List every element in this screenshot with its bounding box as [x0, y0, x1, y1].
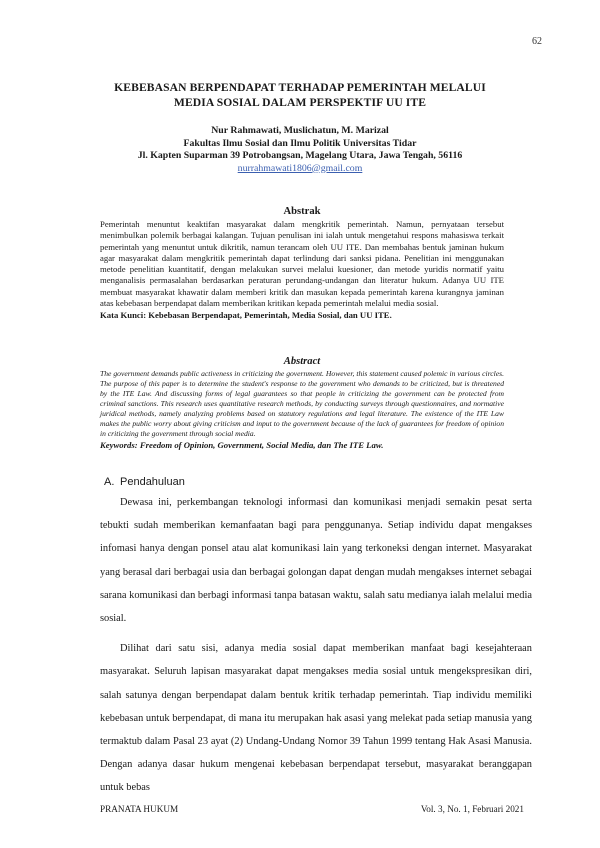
author-address: Jl. Kapten Suparman 39 Potrobangsan, Magelang Utara, Jawa Tengah, 56116 [137, 150, 463, 161]
section-title: Pendahuluan [120, 476, 185, 488]
title-line-1: KEBEBASAN BERPENDAPAT TERHADAP PEMERINTAH MELALUI [114, 81, 486, 94]
abstract-heading: Abstract [283, 356, 321, 367]
introduction-section [100, 476, 532, 807]
abstrak-body: Pemerintah menuntut keaktifan masyarakat dalam mengkritik pemerintah. Namun, pernyataan tersebut menimbulkan polemik berbagai kalangan. Tujuan penulisan ini ialah untuk mengetahui respons mahasiswa terkait pemerintah yang menuntut untuk dikritik, namun terancam oleh UU ITE. Dan membahas bentuk jaminan hukum agar masyarakat dalam mengkritik pemerintah dapat terlindung dari sanksi pidana. Penelitian ini menggunakan metode penelitian kuantitatif, dengan melakukan survei melalui kuesioner, dan metode yuridis normatif yaitu menganalisis permasalahan berdasarkan peraturan perundang-undangan dan literatur hukum. Adanya UU ITE membuat masyarakat khawatir dalam memberi kritik dan masukan kepada pemerintah karena kurangnya jaminan atas kebebasan berpendapat dalam memberikan kritikan kepada pemerintah melalui media sosial. [100, 219, 504, 309]
paragraph-1: Dewasa ini, perkembangan teknologi informasi dan komunikasi menjadi semakin pesat serta tebukti sudah memberikan kemanfaatan bagi para penggunanya. Setiap individu dapat mengakses infomasi hanya dengan ponsel atau alat komunikasi lain yang terkoneksi dengan internet. Masyarakat yang berasal dari berbagai usia dan berbagai golongan dapat dengan mudah mengakses internet sebagai sarana komunikasi dan berbagi informasi tanpa batasan waktu, salah satu medianya ialah melalui media sosial. [100, 497, 532, 625]
author-block [60, 125, 540, 175]
author-names: Nur Rahmawati, Muslichatun, M. Marizal [211, 125, 389, 136]
abstract-section [100, 356, 504, 450]
abstrak-heading: Abstrak [283, 206, 321, 217]
paragraph-2: Dilihat dari satu sisi, adanya media sosial dapat memberikan manfaat bagi kesejahteraan masyarakat. Seluruh lapisan masyarakat dapat mengakses media sosial untuk mengekspresikan diri, salah satunya dengan berpendapat dalam bentuk kritik terhadap pemerintah. Tiap individu memiliki kebebasan untuk berpendapat, di mana itu merupakan hak asasi yang melekat pada setiap manusia yang termaktub dalam Pasal 23 ayat (2) Undang-Undang Nomor 39 Tahun 1999 tentang Hak Asasi Manusia. Dengan adanya dasar hukum mengenai kebebasan berpendapat tersebut, masyarakat beranggapan untuk bebas [100, 643, 532, 794]
footer-volume-info: Vol. 3, No. 1, Februari 2021 [420, 804, 524, 814]
author-email-link[interactable]: nurrahmawati1806@gmail.com [237, 162, 363, 174]
abstrak-keywords: Kata Kunci: Kebebasan Berpendapat, Pemerintah, Media Sosial, dan UU ITE. [100, 310, 392, 321]
abstrak-section [100, 206, 504, 320]
section-number: A. [104, 476, 115, 488]
abstract-keywords: Keywords: Freedom of Opinion, Government, Social Media, dan The ITE Law. [100, 440, 384, 450]
footer-journal-name: PRANATA HUKUM [100, 804, 179, 814]
author-affiliation: Fakultas Ilmu Sosial dan Ilmu Politik Universitas Tidar [183, 137, 417, 149]
section-heading [104, 476, 532, 488]
title-line-2: MEDIA SOSIAL DALAM PERSPEKTIF UU ITE [173, 96, 427, 109]
abstract-body: The government demands public activeness in criticizing the government. However, this statement caused polemic in various circles. The purpose of this paper is to determine the student's response to the government who demands to be criticized, but is threatened by the ITE Law. And discussing forms of legal guarantees so that people in criticizing the government can be protected from criminal sanctions. This research uses quantitative research methods, by conducting surveys through questionnaires, and normative juridical methods, namely analyzing problems based on statutory regulations and legal literature. The existence of the ITE Law makes the public worry about giving criticism and input to the government because of the lack of guarantees for freedom of opinion in criticizing the government through social media. [100, 369, 504, 438]
paper-title [60, 80, 540, 110]
page-number: 62 [532, 36, 542, 47]
